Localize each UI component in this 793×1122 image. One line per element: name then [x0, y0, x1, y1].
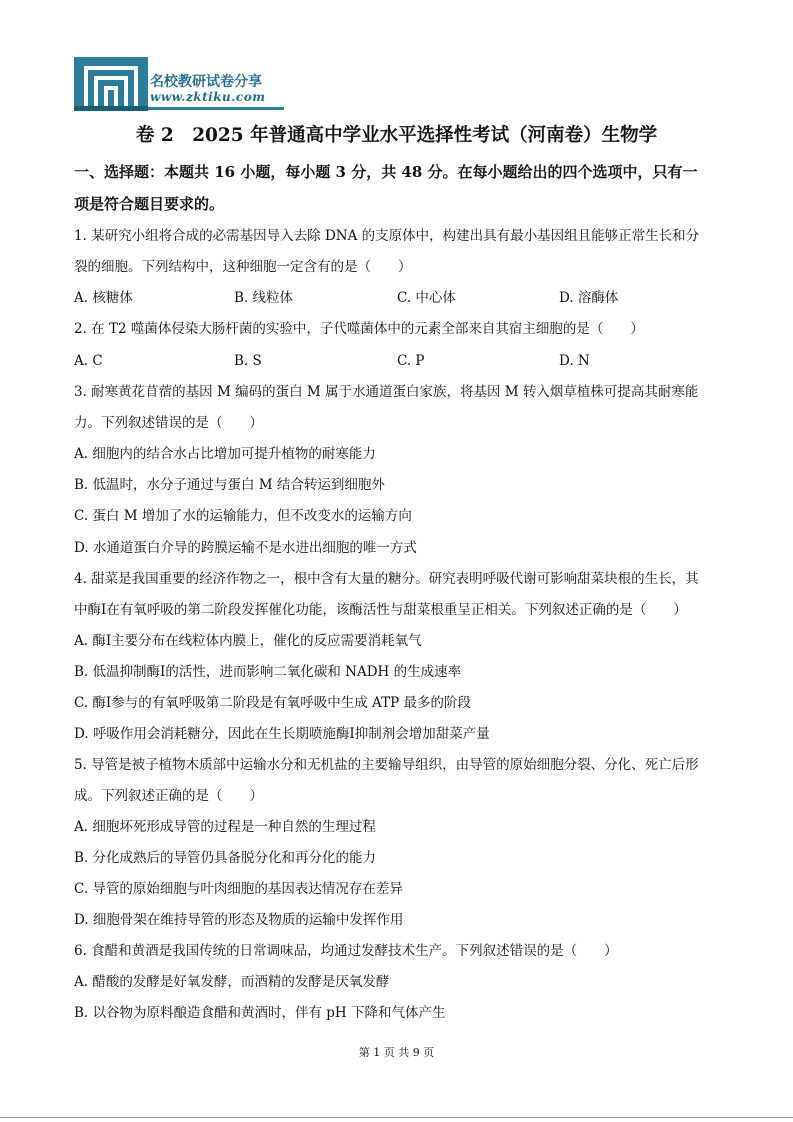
q2-option-c: C. P: [397, 353, 425, 369]
page-number-footer: 第 1 页 共 9 页: [358, 1046, 435, 1059]
q3-stem-line-2: 力。下列叙述错误的是（ ）: [74, 415, 263, 431]
q3-option-b: B. 低温时，水分子通过与蛋白 M 结合转运到细胞外: [74, 477, 385, 493]
q2-stem-line-1: 2. 在 T2 噬菌体侵染大肠杆菌的实验中，子代噬菌体中的元素全部来自其宿主细胞的是（ ）: [74, 321, 644, 337]
q2-option-b: B. S: [234, 353, 262, 369]
q6-option-a: A. 醋酸的发酵是好氧发酵，而酒精的发酵是厌氧发酵: [74, 974, 390, 990]
q3-stem-line-1: 3. 耐寒黄花苜蓿的基因 M 编码的蛋白 M 属于水通道蛋白家族，将基因 M 转入烟草植株可提高其耐寒能: [74, 384, 699, 400]
q5-option-c: C. 导管的原始细胞与叶肉细胞的基因表达情况存在差异: [74, 881, 403, 897]
q1-option-c: C. 中心体: [397, 290, 456, 306]
logo-url: www.zktiku.com: [150, 90, 266, 104]
q5-option-a: A. 细胞坏死形成导管的过程是一种自然的生理过程: [74, 819, 376, 835]
q5-stem-line-1: 5. 导管是被子植物木质部中运输水分和无机盐的主要输导组织，由导管的原始细胞分裂、分化、死亡后形: [74, 757, 699, 773]
q6-option-b: B. 以谷物为原料酿造食醋和黄酒时，伴有 pH 下降和气体产生: [74, 1005, 446, 1021]
q4-option-c: C. 酶Ⅰ参与的有氧呼吸第二阶段是有氧呼吸中生成 ATP 最多的阶段: [74, 695, 471, 711]
logo: [74, 57, 284, 113]
q4-stem-line-2: 中酶Ⅰ在有氧呼吸的第二阶段发挥催化功能，该酶活性与甜菜根重呈正相关。下列叙述正确的是（ ）: [74, 602, 687, 618]
q1-stem-line-1: 1. 某研究小组将合成的必需基因导入去除 DNA 的支原体中，构建出具有最小基因组且能够正常生长和分: [74, 228, 700, 244]
q3-option-d: D. 水通道蛋白介导的跨膜运输不是水进出细胞的唯一方式: [74, 540, 417, 556]
q4-option-d: D. 呼吸作用会消耗糖分，因此在生长期喷施酶Ⅰ抑制剂会增加甜菜产量: [74, 726, 490, 742]
logo-underline: [148, 107, 284, 110]
q1-stem-line-2: 裂的细胞。下列结构中，这种细胞一定含有的是（ ）: [74, 259, 412, 275]
q2-option-d: D. N: [559, 353, 590, 369]
q1-option-a: A. 核糖体: [74, 290, 133, 306]
q5-option-d: D. 细胞骨架在维持导管的形态及物质的运输中发挥作用: [74, 912, 404, 928]
q6-stem-line-1: 6. 食醋和黄酒是我国传统的日常调味品，均通过发酵技术生产。下列叙述错误的是（ ）: [74, 943, 618, 959]
q4-stem-line-1: 4. 甜菜是我国重要的经济作物之一，根中含有大量的糖分。研究表明呼吸代谢可影响甜菜块根的生长，其: [74, 571, 699, 587]
q5-option-b: B. 分化成熟后的导管仍具备脱分化和再分化的能力: [74, 850, 377, 866]
q1-option-d: D. 溶酶体: [559, 290, 619, 306]
q4-option-a: A. 酶Ⅰ主要分布在线粒体内膜上，催化的反应需要消耗氧气: [74, 633, 422, 649]
q4-option-b: B. 低温抑制酶Ⅰ的活性，进而影响二氧化碳和 NADH 的生成速率: [74, 664, 462, 680]
q3-option-a: A. 细胞内的结合水占比增加可提升植物的耐寒能力: [74, 446, 376, 462]
section-heading-line-2: 项是符合题目要求的。: [74, 195, 225, 213]
logo-building-icon: [74, 57, 148, 111]
q5-stem-line-2: 成。下列叙述正确的是（ ）: [74, 788, 263, 804]
section-heading-line-1: 一、选择题：本题共 16 小题，每小题 3 分，共 48 分。在每小题给出的四个选项中，只有一: [74, 163, 698, 181]
page-bottom-rule: [0, 1117, 793, 1118]
q3-option-c: C. 蛋白 M 增加了水的运输能力，但不改变水的运输方向: [74, 508, 412, 524]
q2-option-a: A. C: [74, 353, 103, 369]
logo-title: 名校教研试卷分享: [150, 74, 262, 90]
q1-option-b: B. 线粒体: [234, 290, 294, 306]
document-title: 卷 2 2025 年普通高中学业水平选择性考试（河南卷）生物学: [135, 125, 658, 146]
